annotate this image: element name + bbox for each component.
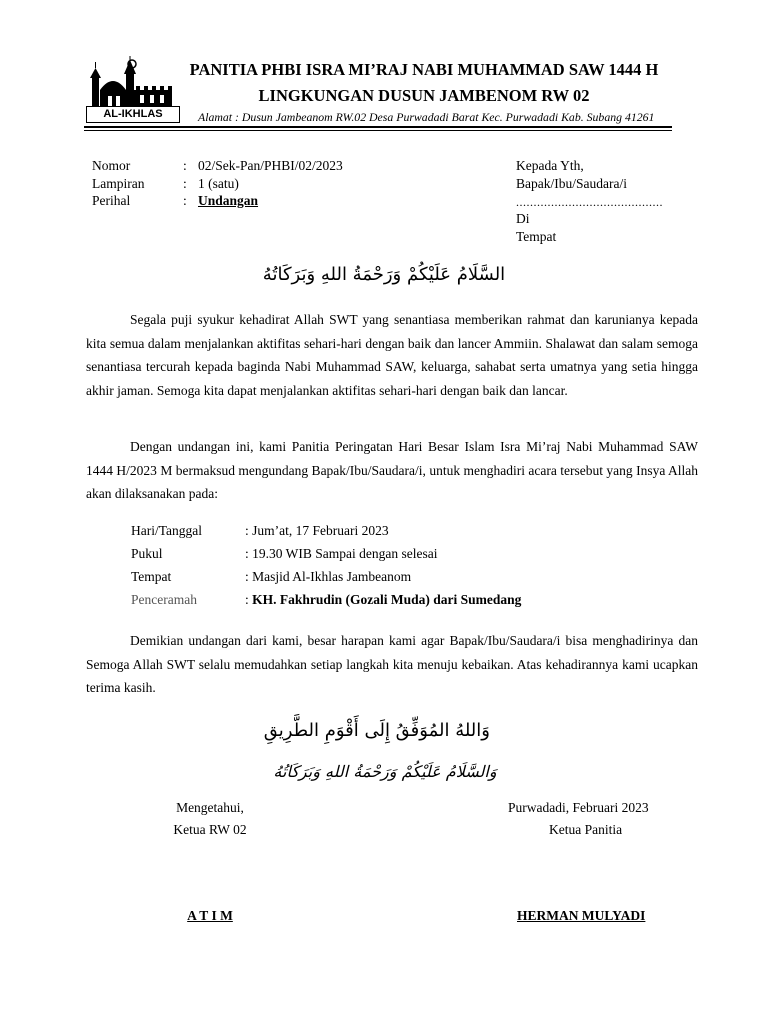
lampiran-value: 1 (satu) [198, 176, 239, 191]
sig-right-title: Ketua Panitia [549, 822, 623, 837]
paragraph-closing-text: Demikian undangan dari kami, besar harapan kami agar Bapak/Ibu/Saudara/i bisa menghadirinya dan Semoga Allah SWT selalu memudahkan setiap langkah kita menuju kebaikan. Atas kehadirannya kami ucapkan terima kasih. [86, 633, 698, 695]
event-time-value: : 19.30 WIB Sampai dengan selesai [245, 546, 438, 561]
header-title: PANITIA PHBI ISRA MI’RAJ NABI MUHAMMAD SAW 1444 H [189, 60, 659, 79]
header-rule-thin [84, 130, 672, 131]
event-place-label: Tempat [131, 569, 172, 584]
paragraph-invitation-text: Dengan undangan ini, kami Panitia Peringatan Hari Besar Islam Isra Mi’raj Nabi Muhammad SAW 1444 H/2023 M bermaksud mengundang Bapak/Ibu/Saudara/i, untuk menghadiri acara tersebut yang Insya Allah akan dilaksanakan pada: [86, 439, 698, 501]
mosque-icon [86, 56, 178, 108]
closing-arabic-line2: وَالسَّلَامُ عَلَيْكُمْ وَرَحْمَةُ اللهِ وَبَرَكَاتُهُ [273, 762, 497, 781]
nomor-label: Nomor [92, 158, 131, 173]
lampiran-colon: : [183, 176, 187, 191]
recipient-di: Di [516, 211, 530, 226]
event-place-value: : Masjid Al-Ikhlas Jambeanom [245, 569, 412, 584]
recipient-place: Tempat [516, 229, 557, 244]
paragraph-opening [86, 308, 698, 402]
header-rule-thick [84, 126, 672, 128]
sig-left-caption: Mengetahui, [176, 800, 244, 815]
event-day-label: Hari/Tanggal [131, 523, 203, 538]
event-speaker-label: Penceramah [131, 592, 197, 607]
event-speaker-colon: : [245, 592, 253, 607]
paragraph-invitation [86, 435, 698, 506]
header-subtitle: LINGKUNGAN DUSUN JAMBENOM RW 02 [258, 86, 590, 105]
salam-opening: السَّلَامُ عَلَيْكُمْ وَرَحْمَةُ اللهِ وَبَرَكَاتُهُ [262, 264, 506, 285]
sig-right-name: HERMAN MULYADI [517, 908, 646, 923]
recipient-greeting: Kepada Yth, [516, 158, 584, 173]
organization-logo [86, 56, 178, 122]
recipient-addressee: Bapak/Ibu/Saudara/i [516, 176, 627, 191]
nomor-value: 02/Sek-Pan/PHBI/02/2023 [198, 158, 343, 173]
event-time-label: Pukul [131, 546, 163, 561]
closing-arabic-line1: وَاللهُ المُوَفِّقُ إِلَى أَقْوَمِ الطَّرِيقِ [263, 720, 490, 741]
perihal-colon: : [183, 193, 187, 208]
recipient-dots: .......................................... [516, 195, 663, 209]
sig-left-title: Ketua RW 02 [173, 822, 247, 837]
sig-right-place-date: Purwadadi, Februari 2023 [508, 800, 649, 815]
paragraph-opening-text: Segala puji syukur kehadirat Allah SWT yang senantiasa memberikan rahmat dan karunianya kepada kita semua dalam menjalankan aktifitas sehari-hari dengan baik dan lancer Ammiin. Shalawat dan salam semoga senantiasa tercurah kepada baginda Nabi Muhammad SAW, keluarga, sahabat serta umatnya yang setia hingga akhir jaman. Semoga kita dapat menjalankan aktifitas sehari-hari dengan baik dan lancar. [86, 312, 698, 398]
header-address: Alamat : Dusun Jambeanom RW.02 Desa Purwadadi Barat Kec. Purwadadi Kab. Subang 41261 [198, 110, 655, 124]
event-speaker-row [245, 592, 521, 608]
perihal-label: Perihal [92, 193, 131, 208]
lampiran-label: Lampiran [92, 176, 145, 191]
nomor-colon: : [183, 158, 187, 173]
sig-left-name: A T I M [187, 908, 233, 923]
event-day-value: : Jum’at, 17 Februari 2023 [245, 523, 389, 538]
paragraph-closing [86, 629, 698, 700]
logo-text: AL-IKHLAS [86, 106, 180, 123]
event-speaker-value: KH. Fakhrudin (Gozali Muda) dari Sumedang [252, 592, 522, 607]
perihal-value: Undangan [198, 193, 259, 208]
